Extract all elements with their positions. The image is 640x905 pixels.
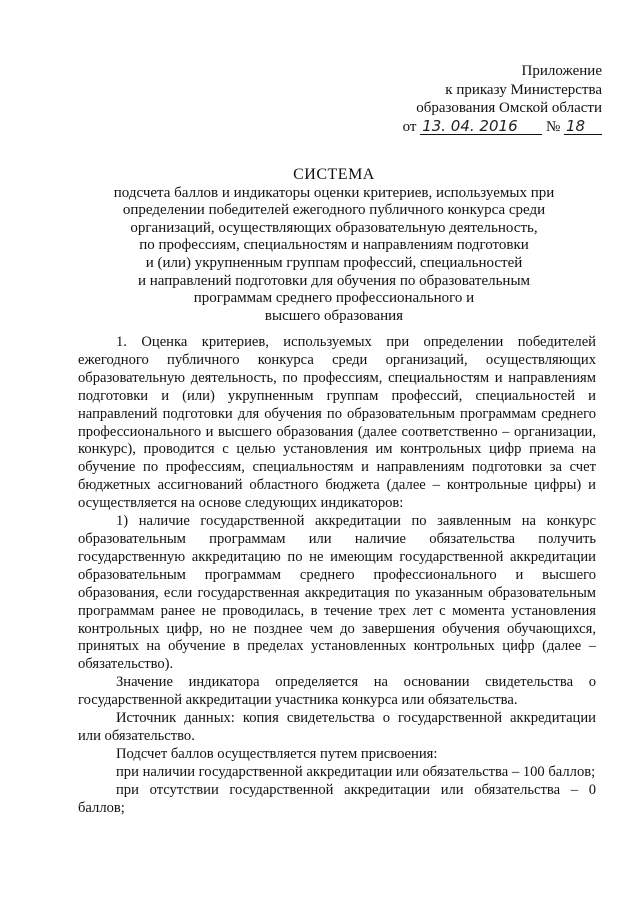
date-prefix: от	[402, 118, 417, 135]
paragraph-criteria-assessment: 1. Оценка критериев, используемых при определении победителей ежегодного публичного конкурса среди организаций, осуществляющих образовательную деятельность, по профессиям, специальностям и направлениям подготовки и (или) укрупненным группам профессий, специальностей и направлений подготовки для обучения по образовательным программам среднего профессионального и высшего образования (далее соответственно – организации, конкурс), проводится с целью установления им контрольных цифр приема на обучение по профессиям, специальностям и направлениям подготовки за счет бюджетных ассигнований областного бюджета (далее – контрольные цифры) и осуществляется на основе следующих индикаторов:	[78, 334, 596, 512]
order-number-handwritten: 18	[564, 119, 602, 135]
document-title-block	[64, 166, 604, 325]
title-line: и (или) укрупненным группам профессий, специальностей	[145, 254, 523, 271]
title-line: и направлений подготовки для обучения по образовательным	[137, 272, 531, 289]
ministry-name: образования Омской области	[416, 100, 602, 116]
paragraph-indicator-value: Значение индикатора определяется на основании свидетельства о государственной аккредитации участника конкурса или обязательства.	[78, 674, 596, 709]
paragraph-score-absent: при отсутствии государственной аккредитации или обязательства – 0 баллов;	[78, 781, 596, 816]
order-date-handwritten: 13. 04. 2016	[420, 119, 542, 135]
title-line: высшего образования	[264, 307, 404, 324]
document-body	[78, 334, 596, 817]
title-line: программам среднего профессионального и	[193, 290, 475, 307]
paragraph-score-present: при наличии государственной аккредитации или обязательства – 100 баллов;	[116, 763, 596, 780]
order-reference: к приказу Министерства	[445, 81, 602, 98]
title-line: определении победителей ежегодного публичного конкурса среди	[122, 202, 546, 219]
paragraph-indicator-1: 1) наличие государственной аккредитации по заявленным на конкурс образовательным программам или наличие обязательства получить государственную аккредитацию по не имеющим государственной аккредитации образовательным программам среднего профессионального и высшего образования, если государственная аккредитация по указанным образовательным программам ранее не проводилась, в течение трех лет с момента установления контрольных цифр, но не позднее чем до завершения обучения обучающихся, принятых на обучение в пределах установленных контрольных цифр (далее – обязательство).	[78, 513, 596, 673]
paragraph-data-source: Источник данных: копия свидетельства о государственной аккредитации или обязательство.	[78, 710, 596, 744]
number-prefix: №	[545, 118, 561, 135]
paragraph-scoring-intro: Подсчет баллов осуществляется путем присвоения:	[116, 745, 438, 762]
appendix-header	[403, 62, 602, 136]
title-line: по профессиям, специальностям и направлениям подготовки	[139, 237, 529, 254]
document-heading: СИСТЕМА	[293, 166, 375, 183]
title-line: подсчета баллов и индикаторы оценки критериев, используемых при	[113, 184, 555, 201]
order-date-number-line	[403, 118, 602, 137]
title-line: организаций, осуществляющих образовательную деятельность,	[130, 219, 538, 236]
appendix-label: Приложение	[521, 63, 602, 79]
